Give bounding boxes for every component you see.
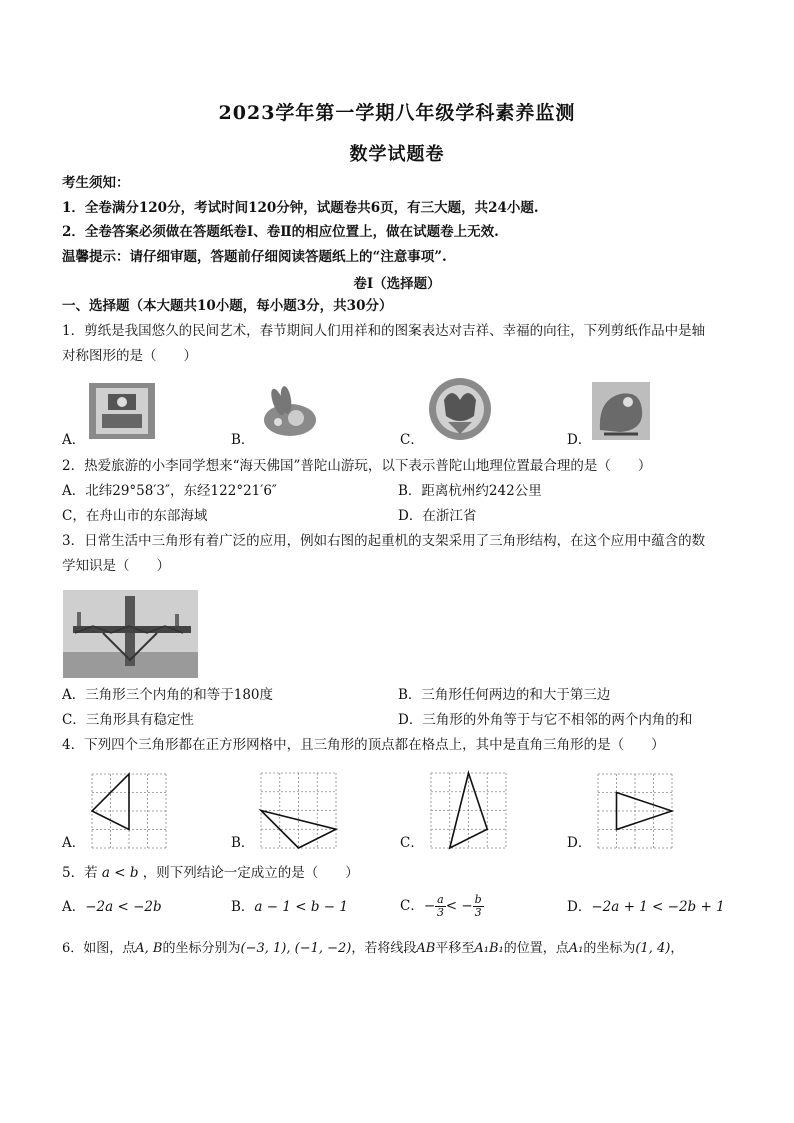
q4-grid-c-figure: [428, 770, 508, 850]
q3-option-b: B．三角形任何两边的和大于第三边: [398, 687, 611, 703]
q4-option-d: D．: [567, 835, 592, 851]
q5-stem-pre: 5．若: [62, 865, 98, 881]
crane-photo-image: [63, 590, 198, 678]
q5-option-c-relation: < −: [445, 898, 473, 914]
q5-option-c-frac-a: [435, 894, 446, 919]
q6-text: ，若将线段: [351, 941, 417, 956]
q6-text: 6．如图，点: [62, 941, 136, 956]
page-subtitle: 数学试题卷: [349, 144, 445, 165]
q5-option-d-math: −2a + 1 < −2b + 1: [591, 899, 725, 915]
q6-text: ，: [670, 941, 684, 956]
q5-option-a: [62, 898, 162, 916]
q5-option-a-math: −2a < −2b: [85, 899, 162, 915]
q5-option-c-frac-b: [473, 894, 484, 919]
q4-grid-d-figure: [596, 772, 674, 850]
q1-option-b: B．: [231, 432, 255, 448]
q4-option-c: C．: [400, 835, 424, 851]
q6-text: 的坐标为: [583, 941, 636, 956]
papercut-a-image: [86, 380, 158, 442]
page-title: 2023学年第一学期八年级学科素养监测: [218, 102, 576, 124]
papercut-d-dragon-image: [590, 380, 652, 442]
q6-text: 的坐标分别为: [162, 941, 241, 956]
q5-option-c-minus: −: [423, 898, 436, 914]
q6-stem: [62, 940, 683, 958]
frac-denominator: 3: [474, 906, 482, 919]
q1-option-a: A．: [62, 432, 86, 448]
q2-stem: 2．热爱旅游的小李同学想来“海天佛国”普陀山游玩，以下表示普陀山地理位置最合理的是（ ）: [62, 458, 652, 474]
q5-option-b-label: B．: [231, 899, 255, 915]
q2-option-b: B．距离杭州约242公里: [398, 483, 542, 499]
q5-option-b: [231, 898, 348, 916]
notice-heading: 考生须知：: [62, 175, 130, 191]
q5-stem-math: a < b: [101, 865, 139, 881]
volume-heading: 卷Ⅰ（选择题）: [353, 276, 441, 292]
q6-text: 平移至: [435, 941, 475, 956]
q4-stem: 4．下列四个三角形都在正方形网格中，且三角形的顶点都在格点上，其中是直角三角形的是（ ）: [62, 737, 665, 753]
q4-option-a: A．: [62, 835, 86, 851]
q5-option-c-label: C．: [400, 898, 424, 914]
q5-stem: [62, 864, 359, 882]
frac-denominator: 3: [436, 906, 444, 919]
q6-math: (1, 4): [635, 941, 671, 956]
section-heading: 一、选择题（本大题共10小题，每小题3分，共30分）: [62, 298, 393, 314]
q4-grid-b-figure: [258, 770, 338, 850]
q1-option-c: C．: [400, 432, 424, 448]
q4-grid-a-figure: [90, 772, 168, 850]
papercut-b-rabbit-image: [256, 380, 328, 442]
q6-text: 的位置，点: [503, 941, 569, 956]
q2-option-d: D．在浙江省: [398, 508, 477, 524]
q3-option-a: A．三角形三个内角的和等于180度: [62, 687, 274, 703]
q5-option-d: [567, 898, 725, 916]
q3-option-d: D．三角形的外角等于与它不相邻的两个内角的和: [398, 712, 693, 728]
q3-stem-line1: 3．日常生活中三角形有着广泛的应用，例如右图的起重机的支架采用了三角形结构，在这个应用中蕴含的数: [62, 533, 706, 549]
papercut-c-swans-image: [424, 376, 496, 442]
frac-numerator: a: [437, 893, 444, 906]
q3-stem-line2: 学知识是（ ）: [62, 558, 170, 574]
q6-math: (−3, 1), (−1, −2): [240, 941, 352, 956]
q5-option-b-math: a − 1 < b − 1: [254, 899, 348, 915]
q5-option-a-label: A．: [62, 899, 86, 915]
q2-option-c: C，在舟山市的东部海域: [62, 508, 208, 524]
q6-math: A₁B₁: [474, 941, 504, 956]
q2-option-a: A．北纬29°58′3″，东经122°21′6″: [62, 483, 277, 499]
frac-numerator: b: [474, 893, 482, 906]
q1-stem-line2: 对称图形的是（ ）: [62, 348, 197, 364]
notice-item-1: 1．全卷满分120分，考试时间120分钟，试题卷共6页，有三大题，共24小题.: [62, 200, 539, 216]
q3-option-c: C．三角形具有稳定性: [62, 712, 194, 728]
q4-option-b: B．: [231, 835, 255, 851]
q5-stem-post: ，则下列结论一定成立的是（ ）: [142, 865, 359, 881]
q6-math: A, B: [135, 941, 163, 956]
q6-math: A₁: [568, 941, 584, 956]
q1-stem-line1: 1．剪纸是我国悠久的民间艺术，春节期间人们用祥和的图案表达对吉祥、幸福的向往，下列剪纸作品中是轴: [62, 323, 706, 339]
notice-item-2: 2．全卷答案必须做在答题纸卷Ⅰ、卷Ⅱ的相应位置上，做在试题卷上无效.: [62, 224, 499, 240]
q6-math: AB: [416, 941, 436, 956]
q5-option-d-label: D．: [567, 899, 592, 915]
q5-option-c: [400, 886, 484, 926]
notice-tip: 温馨提示：请仔细审题，答题前仔细阅读答题纸上的“注意事项”.: [62, 249, 447, 265]
q1-option-d: D．: [567, 432, 592, 448]
